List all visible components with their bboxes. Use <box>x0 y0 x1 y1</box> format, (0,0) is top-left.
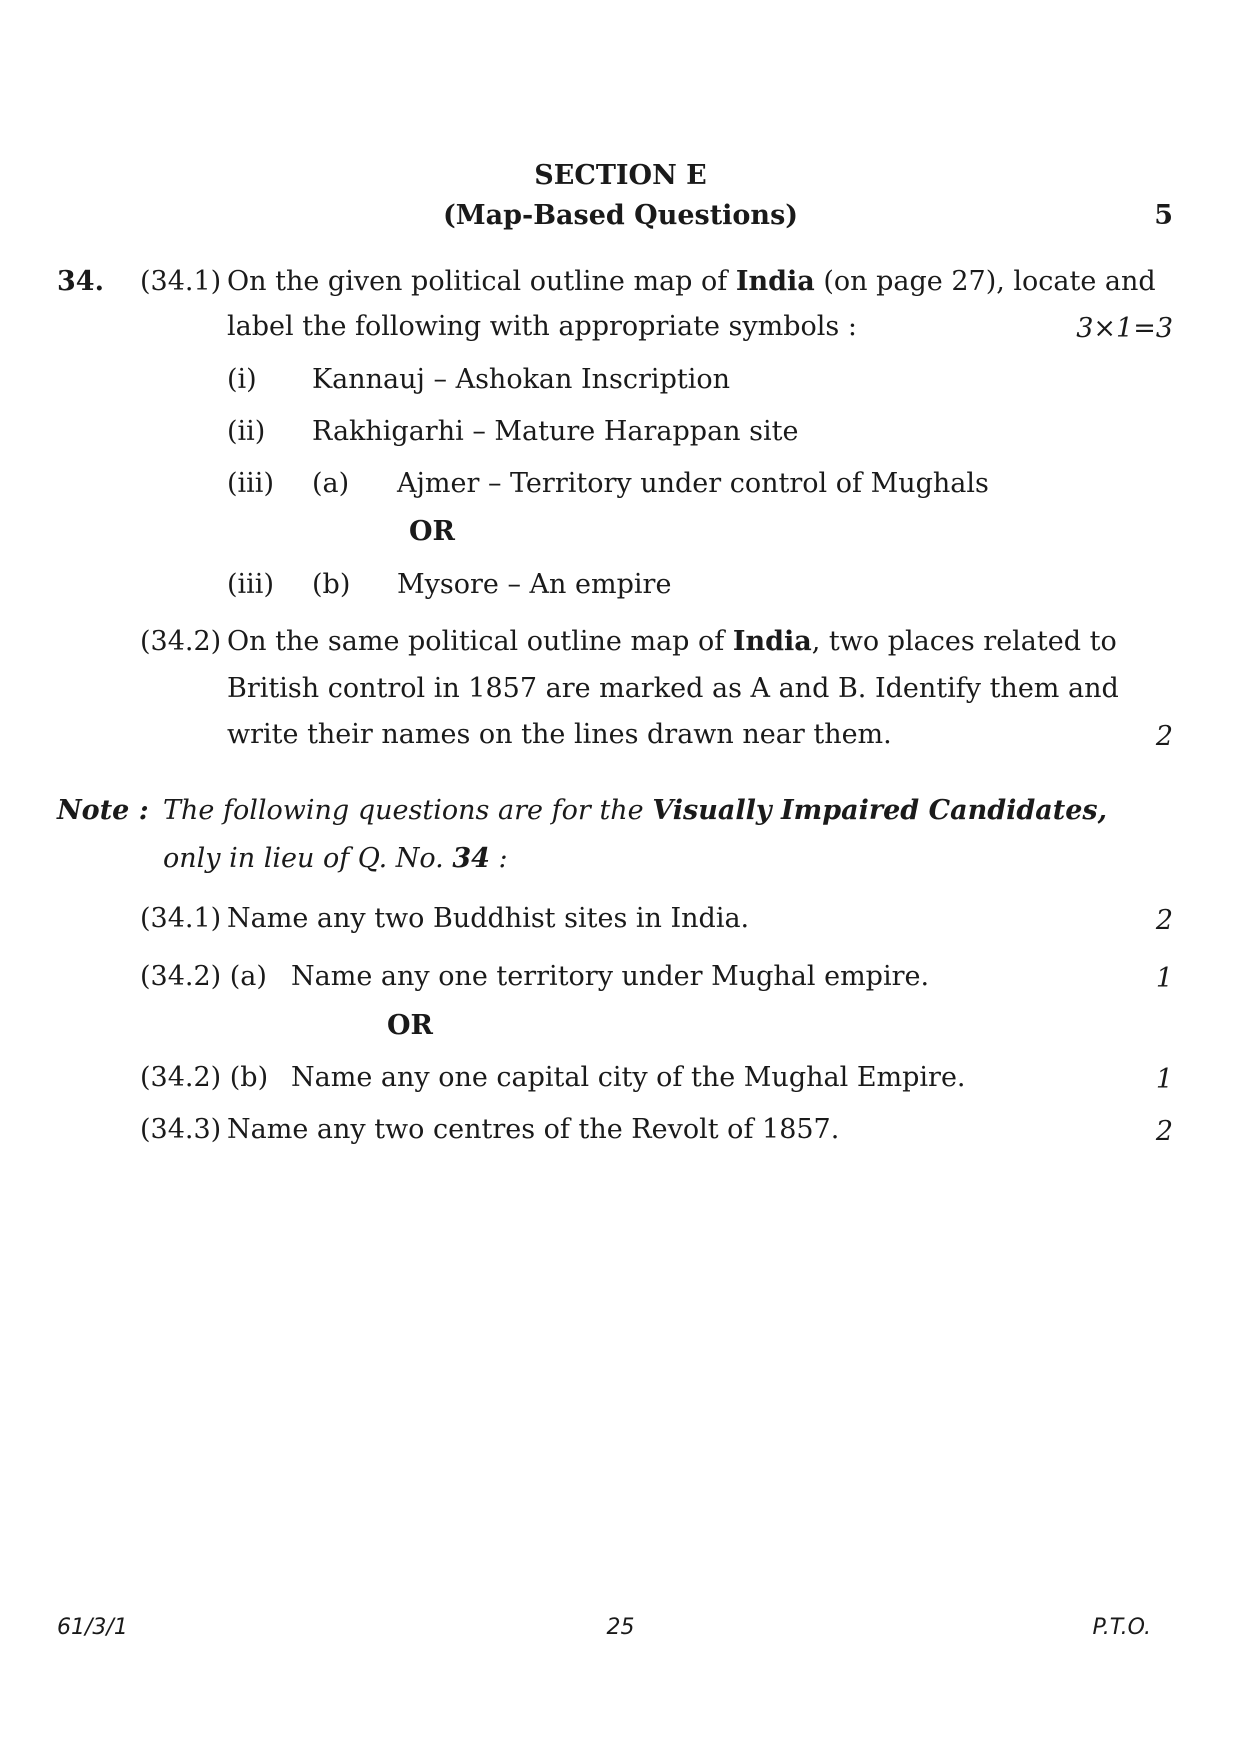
vi-marks: 2 <box>1155 1116 1173 1147</box>
q34-2-marks: 2 <box>1155 721 1173 752</box>
bold-india: India <box>735 266 815 297</box>
or-label: OR <box>387 1010 433 1041</box>
bold-india: India <box>732 626 812 657</box>
paper-code: 61/3/1 <box>57 1615 128 1640</box>
item-text: Ajmer – Territory under control of Mughals <box>397 468 989 499</box>
q34-2-line2 <box>227 673 1119 704</box>
text: (on page 27), locate and <box>814 266 1156 297</box>
item-sub: (a) <box>312 468 350 499</box>
text: On the same political outline map of <box>227 626 733 657</box>
item-text: Rakhigarhi – Mature Harappan site <box>312 416 799 447</box>
part-label-34-2: (34.2) <box>140 626 222 657</box>
or-label: OR <box>409 516 455 547</box>
vi-marks: 1 <box>1155 1064 1173 1095</box>
note-label: Note : <box>57 795 149 826</box>
text: The following questions are for the <box>163 795 653 826</box>
part-label-34-1: (34.1) <box>140 266 222 297</box>
vi-text: Name any two centres of the Revolt of 1857. <box>227 1114 840 1145</box>
item-sub: (b) <box>312 569 351 600</box>
text: On the given political outline map of <box>227 266 736 297</box>
item-num: (i) <box>227 364 257 395</box>
bold-text: 34 <box>452 843 490 874</box>
item-num: (iii) <box>227 468 274 499</box>
vi-text: Name any one territory under Mughal empire. <box>291 961 930 992</box>
text: British control in 1857 are marked as A and B. Identify them and <box>227 673 1119 704</box>
q34-2-line3: write their names on the lines drawn near them. <box>227 719 892 750</box>
vi-text: Name any two Buddhist sites in India. <box>227 903 750 934</box>
section-marks: 5 <box>1154 200 1173 231</box>
text: : <box>489 843 508 874</box>
vi-label: (34.1) <box>140 903 222 934</box>
item-num: (ii) <box>227 416 266 447</box>
page-number: 25 <box>606 1615 635 1640</box>
item-text: Kannauj – Ashokan Inscription <box>312 364 730 395</box>
q34-2-line1 <box>227 626 1117 657</box>
question-number: 34. <box>57 266 104 297</box>
q34-1-marks: 3×1=3 <box>1076 313 1173 344</box>
pto-label: P.T.O. <box>1092 1615 1151 1640</box>
item-text: Mysore – An empire <box>397 569 672 600</box>
vi-marks: 1 <box>1155 963 1173 994</box>
note-line1 <box>163 797 1107 824</box>
item-num: (iii) <box>227 569 274 600</box>
vi-text: Name any one capital city of the Mughal Empire. <box>291 1062 966 1093</box>
note-line2 <box>163 845 508 872</box>
bold-text: Visually Impaired Candidates, <box>652 795 1107 826</box>
vi-label: (34.3) <box>140 1114 222 1145</box>
vi-marks: 2 <box>1155 905 1173 936</box>
q34-1-line1 <box>227 266 1156 297</box>
vi-label: (34.2) (a) <box>140 961 267 992</box>
section-subtitle: (Map-Based Questions) <box>442 200 799 231</box>
text: , two places related to <box>811 626 1117 657</box>
section-title: SECTION E <box>534 160 707 191</box>
text: only in lieu of Q. No. <box>163 843 453 874</box>
q34-1-line2: label the following with appropriate symbols : <box>227 311 857 342</box>
vi-label: (34.2) (b) <box>140 1062 269 1093</box>
